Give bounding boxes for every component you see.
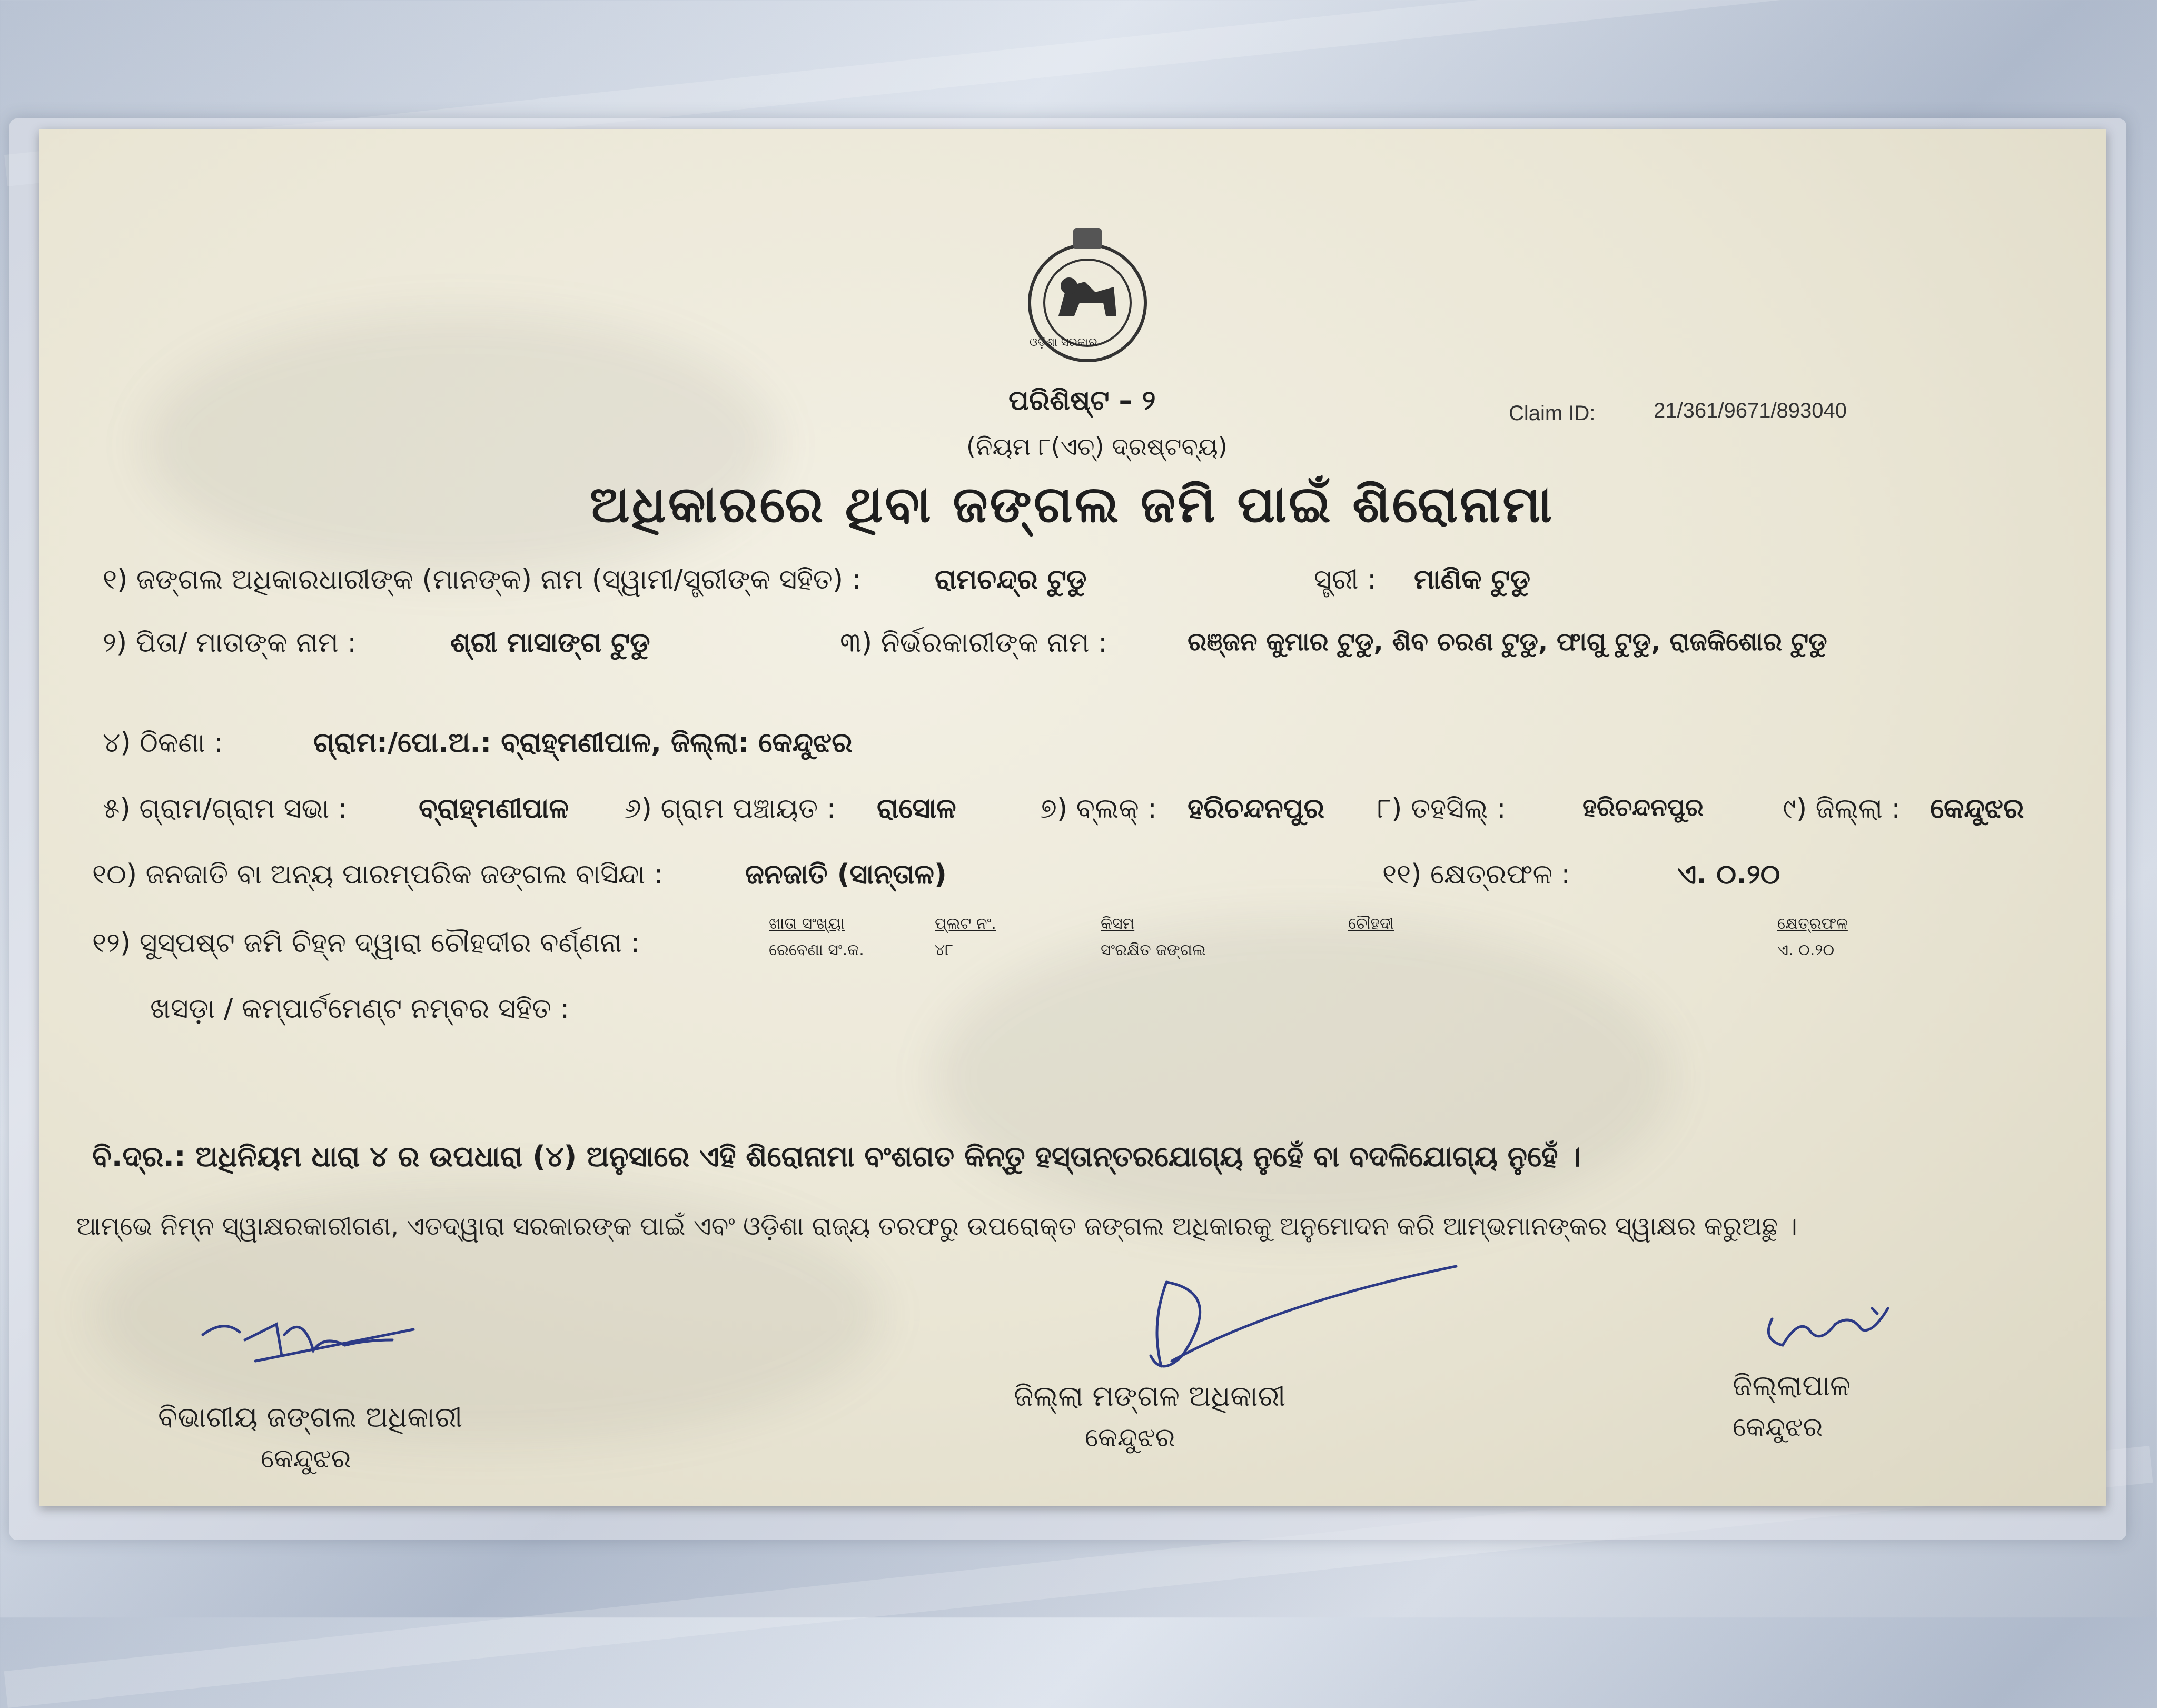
signatory-2-title: ଜିଲ୍ଲା ମଙ୍ଗଳ ଅଧିକାରୀ bbox=[1014, 1379, 1286, 1413]
note-line: ବି.ଦ୍ର.: ଅଧିନିୟମ ଧାରା ୪ ର ଉପଧାରା (୪) ଅନୁସାରେ ଏହି ଶିରୋନାମା ବଂଶଗତ କିନ୍ତୁ ହସ୍ତାନ୍ତରଯୋଗ୍ୟ ନୁହେଁ ବା ବଦଳିଯୋଗ୍ୟ ନୁହେଁ । bbox=[92, 1140, 1581, 1173]
field-8-label: ୮) ତହସିଲ୍ : bbox=[1377, 793, 1506, 825]
field-8-value: ହରିଚନ୍ଦନପୁର bbox=[1582, 793, 1704, 821]
signature-welfare-officer bbox=[1119, 1261, 1488, 1398]
field-9-value: କେନ୍ଦୁଝର bbox=[1930, 793, 2024, 825]
field-12-subtext: ଖସଡ଼ା / କମ୍ପାର୍ଟମେଣ୍ଟ ନମ୍ବର ସହିତ : bbox=[150, 993, 570, 1025]
field-1-value: ରାମଚନ୍ଦ୍ର ଟୁଡୁ bbox=[935, 564, 1087, 595]
claim-id-label: Claim ID: bbox=[1509, 402, 1596, 425]
signature-forest-officer bbox=[192, 1303, 445, 1382]
field-10-label: ୧୦) ଜନଜାତି ବା ଅନ୍ୟ ପାରମ୍ପରିକ ଜଙ୍ଗଲ ବାସିନ୍ଦା : bbox=[92, 859, 664, 890]
field-9-label: ୯) ଜିଲ୍ଲା : bbox=[1783, 793, 1901, 825]
document-title: ଅଧିକାରରେ ଥିବା ଜଙ୍ଗଲ ଜମି ପାଇଁ ଶିରୋନାମା bbox=[590, 475, 1554, 534]
field-11-label: ୧୧) କ୍ଷେତ୍ରଫଳ : bbox=[1382, 859, 1571, 890]
signature-collector bbox=[1751, 1298, 1909, 1361]
field-6-value: ରାସୋଳ bbox=[877, 793, 956, 825]
shadow bbox=[935, 919, 1672, 1235]
field-3-value: ରଞ୍ଜନ କୁମାର ଟୁଡୁ, ଶିବ ଚରଣ ଟୁଡୁ, ଫାଗୁ ଟୁଡୁ, ରାଜକିଶୋର ଟୁଡୁ bbox=[1188, 627, 1827, 657]
table-header-plot: ପ୍ଲଟ ନଂ. bbox=[935, 915, 996, 933]
table-cell-plot: ୪୮ bbox=[935, 941, 953, 959]
field-7-label: ୭) ବ୍ଲକ୍ : bbox=[1040, 793, 1157, 825]
signatory-1-place: କେନ୍ଦୁଝର bbox=[261, 1443, 351, 1474]
table-cell-khata: ରେବେଣା ସଂ.କ. bbox=[769, 941, 864, 959]
table-header-type: କିସମ bbox=[1101, 915, 1135, 933]
claim-id-value: 21/361/9671/893040 bbox=[1654, 399, 1847, 422]
signatory-1-title: ବିଭାଗୀୟ ଜଙ୍ଗଲ ଅଧିକାରୀ bbox=[158, 1401, 463, 1434]
appendix-label: ପରିଶିଷ୍ଟ – ୨ bbox=[1008, 385, 1156, 416]
field-2-value: ଶ୍ରୀ ମାସାଙ୍ଗ ଟୁଡୁ bbox=[450, 627, 650, 659]
field-10-value: ଜନଜାତି (ସାନ୍ତାଳ) bbox=[745, 859, 947, 890]
spouse-value: ମାଣିକ ଟୁଡୁ bbox=[1414, 564, 1531, 595]
signatory-3-title: ଜିଲ୍ଲାପାଳ bbox=[1733, 1369, 1851, 1402]
rule-reference: (ନିୟମ ୮(ଏଚ୍) ଦ୍ରଷ୍ଟବ୍ୟ) bbox=[966, 432, 1228, 461]
attestation-line: ଆମ୍ଭେ ନିମ୍ନ ସ୍ୱାକ୍ଷରକାରୀଗଣ, ଏତଦ୍ୱାରା ସରକାରଙ୍କ ପାଇଁ ଏବଂ ଓଡ଼ିଶା ରାଜ୍ୟ ତରଫରୁ ଉପରୋକ୍ତ ଜଙ୍ଗଲ ଅଧିକାରକୁ ଅନୁମୋଦନ କରି ଆମ୍ଭମାନଙ୍କର ସ୍ୱାକ୍ଷର କରୁଅଛୁ । bbox=[76, 1212, 1797, 1241]
field-7-value: ହରିଚନ୍ଦନପୁର bbox=[1188, 793, 1325, 825]
field-12-label: ୧୨) ସୁସ୍ପଷ୍ଟ ଜମି ଚିହ୍ନ ଦ୍ୱାରା ଚୌହଦୀର ବର୍ଣ୍ଣନା : bbox=[92, 927, 640, 959]
table-cell-type: ସଂରକ୍ଷିତ ଜଙ୍ଗଲ bbox=[1101, 941, 1206, 959]
field-2-label: ୨) ପିତା/ ମାତାଙ୍କ ନାମ : bbox=[103, 627, 357, 659]
shadow bbox=[145, 313, 777, 577]
table-header-area: କ୍ଷେତ୍ରଫଳ bbox=[1777, 915, 1848, 933]
table-header-khata: ଖାତା ସଂଖ୍ୟା bbox=[769, 915, 845, 933]
field-5-value: ବ୍ରାହ୍ମଣୀପାଳ bbox=[419, 793, 569, 825]
field-5-label: ୫) ଗ୍ରାମ/ଗ୍ରାମ ସଭା : bbox=[103, 793, 348, 825]
field-4-label: ୪) ଠିକଣା : bbox=[103, 727, 223, 759]
field-3-label: ୩) ନିର୍ଭରକାରୀଙ୍କ ନାମ : bbox=[840, 627, 1107, 659]
table-header-boundary: ଚୌହଦୀ bbox=[1348, 915, 1394, 933]
field-6-label: ୬) ଗ୍ରାମ ପଞ୍ଚାୟତ : bbox=[624, 793, 836, 825]
field-4-value: ଗ୍ରାମ:/ପୋ.ଅ.: ବ୍ରାହ୍ମଣୀପାଳ, ଜିଲ୍ଲା: କେନ୍ଦୁଝର bbox=[313, 727, 853, 759]
emblem-text: ଓଡ଼ିଶା ସରକାର bbox=[1030, 336, 1097, 349]
title-document bbox=[39, 129, 2106, 1506]
table-cell-area: ଏ. ୦.୨୦ bbox=[1777, 941, 1835, 959]
field-1-label: ୧) ଜଙ୍ଗଲ ଅଧିକାରଧାରୀଙ୍କ (ମାନଙ୍କ) ନାମ (ସ୍ୱାମୀ/ସ୍ତ୍ରୀଙ୍କ ସହିତ) : bbox=[103, 564, 862, 595]
signatory-2-place: କେନ୍ଦୁଝର bbox=[1085, 1422, 1175, 1453]
spouse-label: ସ୍ତ୍ରୀ : bbox=[1314, 564, 1377, 595]
signatory-3-place: କେନ୍ଦୁଝର bbox=[1733, 1412, 1823, 1442]
field-11-value: ଏ. ୦.୨୦ bbox=[1677, 859, 1780, 890]
